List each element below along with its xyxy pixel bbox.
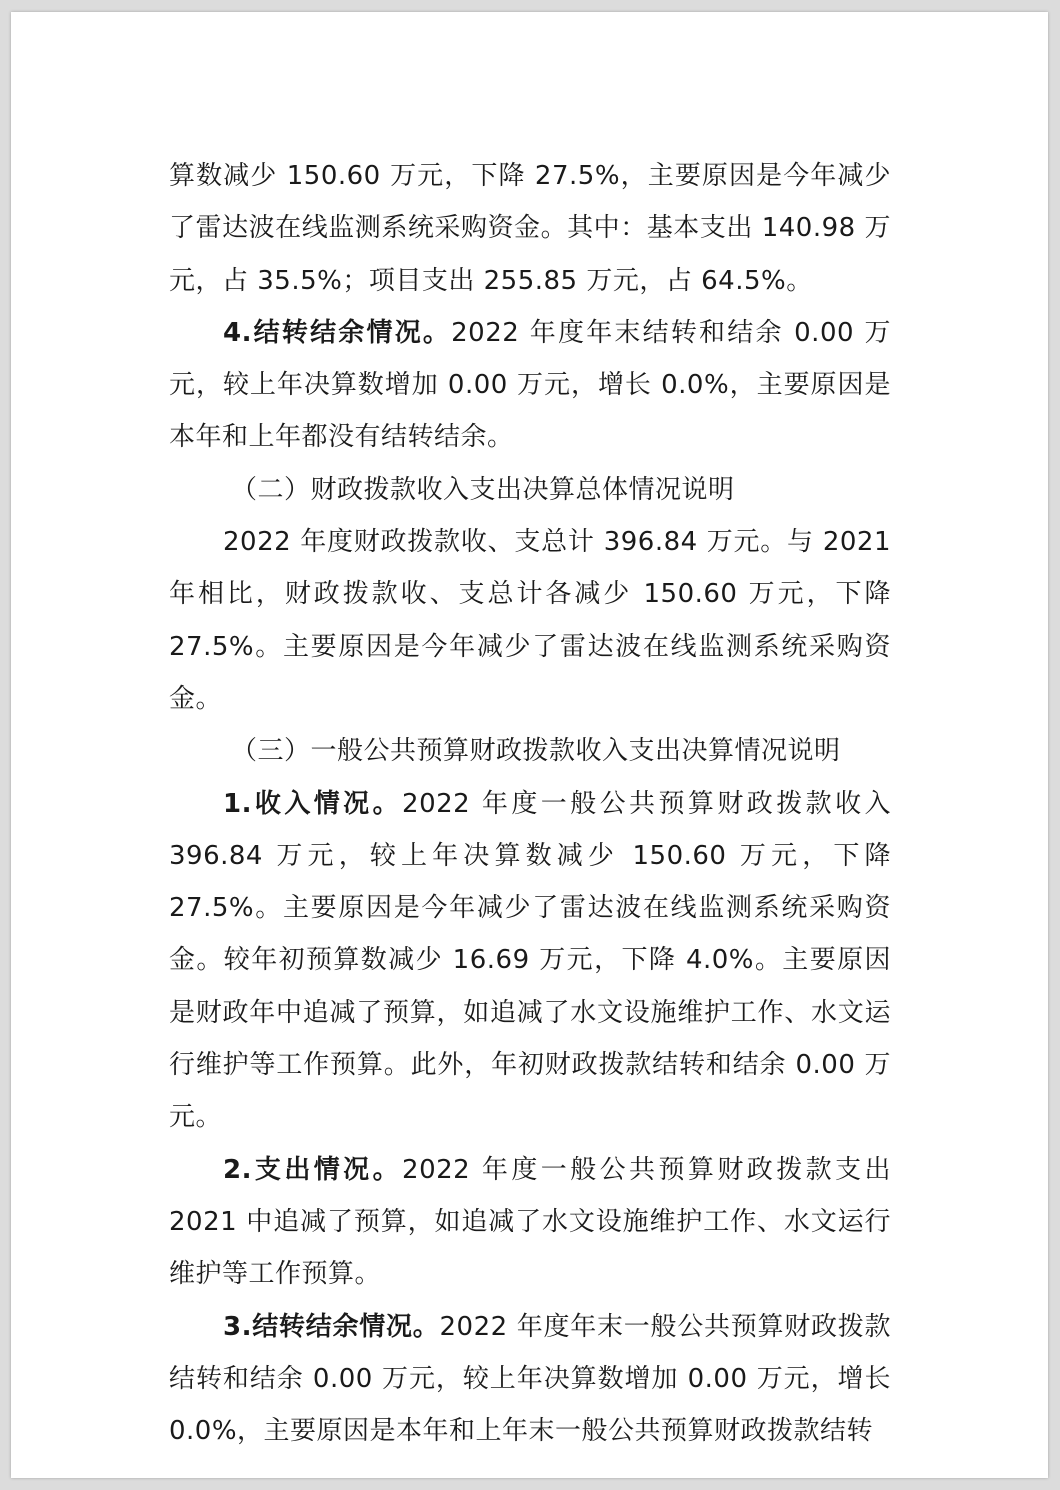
paragraph-lead-heading: 2.支出情况。 — [223, 1154, 403, 1185]
paragraph-lead-heading: 3.结转结余情况。 — [223, 1311, 440, 1342]
paragraph-text: 2022 年度年末结转和结余 0.00 万元，较上年决算数增加 0.00 万元，增长 0.0%，主要原因是本年和上年都没有结转结余。 — [169, 317, 891, 453]
paragraph-carryover-balance — [169, 307, 891, 464]
paragraph-text: 2022 年度财政拨款收、支总计 396.84 万元。与 2021 年相比，财政拨款收、支总计各减少 150.60 万元，下降 27.5%。主要原因是今年减少了雷达波在线监测系统采购资金。 — [169, 527, 891, 714]
paragraph-lead-heading: 1.收入情况。 — [223, 788, 403, 819]
paragraph-lead-heading: 4.结转结余情况。 — [223, 317, 452, 348]
document-body — [169, 150, 891, 1457]
section-heading-general-budget: （三）一般公共预算财政拨款收入支出决算情况说明 — [231, 736, 841, 767]
paragraph-text: 算数减少 150.60 万元，下降 27.5%，主要原因是今年减少了雷达波在线监测系统采购资金。其中：基本支出 140.98 万元，占 35.5%；项目支出 255.85 万元，占 64.5%。 — [169, 161, 891, 296]
paragraph-carryover-general — [169, 1301, 891, 1458]
paragraph-text: 2022 年度一般公共预算财政拨款收入 396.84 万元，较上年决算数减少 150.60 万元，下降 27.5%。主要原因是今年减少了雷达波在线监测系统采购资金。较年初预算数减少 16.69 万元，下降 4.0%。主要原因是财政年中追减了预算，如追减了水文设施维护工作、水文运行维护等工作预算。此外，年初财政拨款结转和结余 0.00 万元。 — [169, 788, 891, 1133]
paragraph-income — [169, 778, 891, 1144]
paragraph-expenditure — [169, 1144, 891, 1301]
paragraph-expenditure-breakdown — [169, 150, 891, 307]
document-page — [11, 12, 1048, 1478]
paragraph-text: 2022 年度一般公共预算财政拨款支出 2021 中追减了预算，如追减了水文设施维护工作、水文运行维护等工作预算。 — [169, 1154, 891, 1290]
section-heading-fiscal-overview: （二）财政拨款收入支出决算总体情况说明 — [231, 474, 735, 505]
paragraph-fiscal-overview — [169, 516, 891, 725]
paragraph-text: 2022 年度年末一般公共预算财政拨款结转和结余 0.00 万元，较上年决算数增加 0.00 万元，增长 0.0%，主要原因是本年和上年末一般公共预算财政拨款结转 — [169, 1311, 892, 1447]
